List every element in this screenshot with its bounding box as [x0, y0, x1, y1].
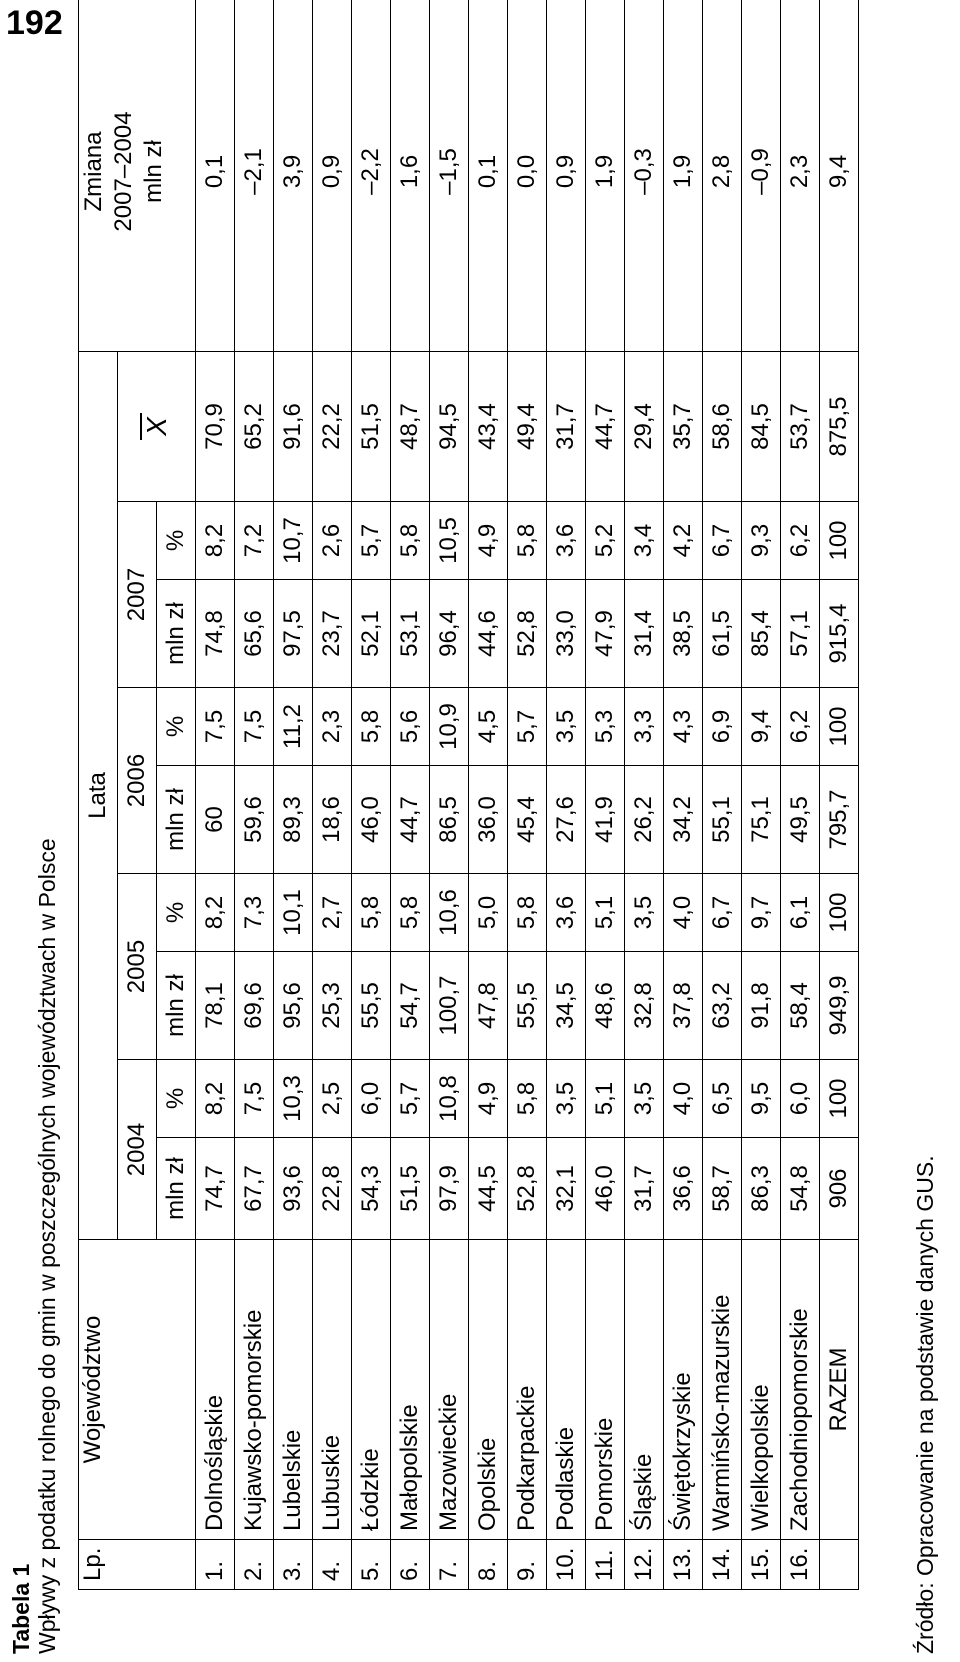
row-lp: 13. [664, 1540, 703, 1590]
mean-symbol: X [140, 413, 172, 440]
total-value: 875,5 [820, 351, 859, 501]
row-value: 49,5 [781, 766, 820, 874]
header-zmiana-line3: mln zł [140, 140, 167, 203]
table-row [781, 0, 820, 1590]
row-wojewodztwo: Lubelskie [274, 1240, 313, 1540]
row-value: 32,8 [625, 952, 664, 1060]
page-number: 192 [6, 4, 63, 42]
row-value: 45,4 [508, 766, 547, 874]
row-value: 97,9 [430, 1138, 469, 1240]
row-value: 55,5 [508, 952, 547, 1060]
row-value: 0,1 [196, 0, 235, 351]
row-value: 4,5 [469, 688, 508, 766]
row-value: 3,3 [625, 688, 664, 766]
row-lp: 9. [508, 1540, 547, 1590]
row-value: 6,2 [781, 688, 820, 766]
row-value: 6,5 [703, 1060, 742, 1138]
row-lp: 15. [742, 1540, 781, 1590]
table-row [508, 0, 547, 1590]
row-lp: 8. [469, 1540, 508, 1590]
row-value: 6,0 [781, 1060, 820, 1138]
total-lp [820, 1540, 859, 1590]
row-value: 8,2 [196, 1060, 235, 1138]
row-value: 59,6 [235, 766, 274, 874]
row-value: 26,2 [625, 766, 664, 874]
total-value: 100 [820, 1060, 859, 1138]
row-value: 48,7 [391, 351, 430, 501]
row-value: 3,9 [274, 0, 313, 351]
row-wojewodztwo: Podlaskie [547, 1240, 586, 1540]
row-value: 10,8 [430, 1060, 469, 1138]
row-value: 54,3 [352, 1138, 391, 1240]
table-row [664, 0, 703, 1590]
row-value: 60 [196, 766, 235, 874]
row-value: 7,5 [235, 688, 274, 766]
row-value: 9,5 [742, 1060, 781, 1138]
table-caption-label: Tabela 1 [8, 1563, 34, 1654]
row-value: 84,5 [742, 351, 781, 501]
header-zmiana [79, 0, 196, 351]
row-value: 1,6 [391, 0, 430, 351]
row-value: 55,1 [703, 766, 742, 874]
row-value: 65,6 [235, 580, 274, 688]
row-value: 25,3 [313, 952, 352, 1060]
header-2006-mln: mln zł [157, 766, 196, 874]
row-value: 53,1 [391, 580, 430, 688]
row-value: 7,5 [196, 688, 235, 766]
row-value: –0,3 [625, 0, 664, 351]
row-value: 8,2 [196, 502, 235, 580]
table-total-row [820, 0, 859, 1590]
row-wojewodztwo: Podkarpackie [508, 1240, 547, 1540]
row-lp: 1. [196, 1540, 235, 1590]
row-value: 10,7 [274, 502, 313, 580]
row-value: 9,4 [742, 688, 781, 766]
row-lp: 7. [430, 1540, 469, 1590]
row-value: 11,2 [274, 688, 313, 766]
header-2006-pct: % [157, 688, 196, 766]
row-value: 58,6 [703, 351, 742, 501]
row-value: 6,1 [781, 874, 820, 952]
row-value: 85,4 [742, 580, 781, 688]
row-value: 89,3 [274, 766, 313, 874]
row-value: 37,8 [664, 952, 703, 1060]
row-value: 5,3 [586, 688, 625, 766]
table-row [313, 0, 352, 1590]
row-value: 1,9 [586, 0, 625, 351]
row-value: 5,7 [352, 502, 391, 580]
row-value: 100,7 [430, 952, 469, 1060]
table-body [196, 0, 859, 1590]
row-value: –2,1 [235, 0, 274, 351]
row-value: 6,9 [703, 688, 742, 766]
row-value: 7,5 [235, 1060, 274, 1138]
row-wojewodztwo: Łódzkie [352, 1240, 391, 1540]
row-lp: 11. [586, 1540, 625, 1590]
row-value: 4,0 [664, 874, 703, 952]
row-value: 38,5 [664, 580, 703, 688]
total-value: 795,7 [820, 766, 859, 874]
row-value: 34,2 [664, 766, 703, 874]
row-value: 5,0 [469, 874, 508, 952]
row-value: 29,4 [625, 351, 664, 501]
row-value: 41,9 [586, 766, 625, 874]
row-value: 57,1 [781, 580, 820, 688]
table-row [196, 0, 235, 1590]
row-value: 33,0 [547, 580, 586, 688]
row-value: 5,1 [586, 1060, 625, 1138]
row-wojewodztwo: Pomorskie [586, 1240, 625, 1540]
row-value: 44,7 [586, 351, 625, 501]
header-2007-pct: % [157, 502, 196, 580]
row-wojewodztwo: Dolnośląskie [196, 1240, 235, 1540]
row-value: 74,7 [196, 1138, 235, 1240]
row-value: 58,4 [781, 952, 820, 1060]
header-zmiana-line2: 2007–2004 [110, 111, 137, 232]
total-value: 100 [820, 502, 859, 580]
row-value: 52,8 [508, 1138, 547, 1240]
row-value: 55,5 [352, 952, 391, 1060]
row-value: 23,7 [313, 580, 352, 688]
row-value: 44,7 [391, 766, 430, 874]
row-value: 65,2 [235, 351, 274, 501]
row-value: 3,6 [547, 502, 586, 580]
row-value: 5,2 [586, 502, 625, 580]
header-mean [118, 351, 196, 501]
row-value: 51,5 [352, 351, 391, 501]
table-header [79, 0, 196, 1590]
row-value: 46,0 [586, 1138, 625, 1240]
row-value: 47,8 [469, 952, 508, 1060]
row-wojewodztwo: Małopolskie [391, 1240, 430, 1540]
header-2007-mln: mln zł [157, 580, 196, 688]
row-value: 36,0 [469, 766, 508, 874]
total-value: 100 [820, 688, 859, 766]
row-value: 54,7 [391, 952, 430, 1060]
row-value: 96,4 [430, 580, 469, 688]
row-value: 4,3 [664, 688, 703, 766]
header-year-2006: 2006 [118, 688, 157, 874]
row-value: 2,3 [781, 0, 820, 351]
row-value: 5,8 [391, 874, 430, 952]
row-lp: 2. [235, 1540, 274, 1590]
header-lp: Lp. [79, 1540, 196, 1590]
row-value: 91,6 [274, 351, 313, 501]
source-note: Źródło: Opracowanie na podstawie danych GUS. [912, 1155, 938, 1654]
row-value: 44,5 [469, 1138, 508, 1240]
row-wojewodztwo: Lubuskie [313, 1240, 352, 1540]
row-value: 3,5 [625, 874, 664, 952]
row-value: 44,6 [469, 580, 508, 688]
table-row [274, 0, 313, 1590]
row-value: 35,7 [664, 351, 703, 501]
row-value: 75,1 [742, 766, 781, 874]
total-label: RAZEM [820, 1240, 859, 1540]
row-lp: 4. [313, 1540, 352, 1590]
row-wojewodztwo: Wielkopolskie [742, 1240, 781, 1540]
row-value: 3,5 [625, 1060, 664, 1138]
row-value: 3,6 [547, 874, 586, 952]
row-value: 9,3 [742, 502, 781, 580]
row-lp: 3. [274, 1540, 313, 1590]
table-row [586, 0, 625, 1590]
row-lp: 6. [391, 1540, 430, 1590]
row-value: 5,8 [508, 1060, 547, 1138]
row-wojewodztwo: Warmińsko-mazurskie [703, 1240, 742, 1540]
row-wojewodztwo: Śląskie [625, 1240, 664, 1540]
row-value: 78,1 [196, 952, 235, 1060]
total-value: 100 [820, 874, 859, 952]
header-lata: Lata [79, 351, 118, 1239]
row-value: 5,8 [352, 688, 391, 766]
row-value: 6,7 [703, 874, 742, 952]
table-row [625, 0, 664, 1590]
row-value: 86,5 [430, 766, 469, 874]
row-value: 5,6 [391, 688, 430, 766]
row-value: 94,5 [430, 351, 469, 501]
row-value: 34,5 [547, 952, 586, 1060]
header-year-2005: 2005 [118, 874, 157, 1060]
row-value: 5,8 [352, 874, 391, 952]
row-value: 9,7 [742, 874, 781, 952]
row-value: 7,3 [235, 874, 274, 952]
row-value: 97,5 [274, 580, 313, 688]
row-value: 93,6 [274, 1138, 313, 1240]
row-value: 2,6 [313, 502, 352, 580]
row-value: 46,0 [352, 766, 391, 874]
row-value: 70,9 [196, 351, 235, 501]
row-value: 8,2 [196, 874, 235, 952]
row-lp: 14. [703, 1540, 742, 1590]
row-value: 54,8 [781, 1138, 820, 1240]
table-row [703, 0, 742, 1590]
row-value: 0,1 [469, 0, 508, 351]
row-value: 63,2 [703, 952, 742, 1060]
row-value: 10,9 [430, 688, 469, 766]
table-row [547, 0, 586, 1590]
table-row [430, 0, 469, 1590]
row-value: 2,3 [313, 688, 352, 766]
total-value: 9,4 [820, 0, 859, 351]
row-value: 10,5 [430, 502, 469, 580]
header-year-2007: 2007 [118, 502, 157, 688]
row-value: 48,6 [586, 952, 625, 1060]
header-2005-mln: mln zł [157, 952, 196, 1060]
row-value: 5,8 [508, 874, 547, 952]
table-row [742, 0, 781, 1590]
header-zmiana-line1: Zmiana [80, 131, 107, 212]
row-value: 3,4 [625, 502, 664, 580]
row-value: 0,0 [508, 0, 547, 351]
header-2004-pct: % [157, 1060, 196, 1138]
row-value: 22,2 [313, 351, 352, 501]
row-value: 31,7 [625, 1138, 664, 1240]
row-value: 86,3 [742, 1138, 781, 1240]
row-value: 10,1 [274, 874, 313, 952]
row-lp: 5. [352, 1540, 391, 1590]
row-value: 4,9 [469, 1060, 508, 1138]
row-wojewodztwo: Zachodniopomorskie [781, 1240, 820, 1540]
row-value: 74,8 [196, 580, 235, 688]
row-value: 4,0 [664, 1060, 703, 1138]
total-value: 906 [820, 1138, 859, 1240]
revenue-table [78, 0, 859, 1590]
row-value: 2,8 [703, 0, 742, 351]
row-value: –1,5 [430, 0, 469, 351]
row-value: 0,9 [313, 0, 352, 351]
row-value: 6,7 [703, 502, 742, 580]
row-value: 6,2 [781, 502, 820, 580]
row-value: 2,7 [313, 874, 352, 952]
row-value: 58,7 [703, 1138, 742, 1240]
table-caption-title: Wpływy z podatku rolnego do gmin w poszczególnych województwach w Polsce [34, 838, 60, 1654]
row-value: 5,8 [391, 502, 430, 580]
row-lp: 16. [781, 1540, 820, 1590]
header-2005-pct: % [157, 874, 196, 952]
row-value: 27,6 [547, 766, 586, 874]
row-value: 5,1 [586, 874, 625, 952]
header-wojewodztwo: Województwo [79, 1240, 196, 1540]
total-value: 915,4 [820, 580, 859, 688]
table-row [235, 0, 274, 1590]
row-value: 51,5 [391, 1138, 430, 1240]
header-year-2004: 2004 [118, 1060, 157, 1240]
row-value: 5,7 [391, 1060, 430, 1138]
row-value: 2,5 [313, 1060, 352, 1138]
row-wojewodztwo: Opolskie [469, 1240, 508, 1540]
table-row [469, 0, 508, 1590]
row-value: 1,9 [664, 0, 703, 351]
row-value: 22,8 [313, 1138, 352, 1240]
row-value: 52,8 [508, 580, 547, 688]
row-value: 5,8 [508, 502, 547, 580]
row-value: 5,7 [508, 688, 547, 766]
row-lp: 12. [625, 1540, 664, 1590]
row-value: 95,6 [274, 952, 313, 1060]
row-value: 43,4 [469, 351, 508, 501]
row-value: 7,2 [235, 502, 274, 580]
row-value: 61,5 [703, 580, 742, 688]
row-value: 10,6 [430, 874, 469, 952]
row-value: 32,1 [547, 1138, 586, 1240]
row-value: 69,6 [235, 952, 274, 1060]
row-value: 4,9 [469, 502, 508, 580]
row-value: 49,4 [508, 351, 547, 501]
row-value: 18,6 [313, 766, 352, 874]
row-value: 10,3 [274, 1060, 313, 1138]
row-value: 6,0 [352, 1060, 391, 1138]
row-wojewodztwo: Świętokrzyskie [664, 1240, 703, 1540]
row-value: 3,5 [547, 688, 586, 766]
total-value: 949,9 [820, 952, 859, 1060]
row-value: 36,6 [664, 1138, 703, 1240]
table-row [391, 0, 430, 1590]
row-value: –2,2 [352, 0, 391, 351]
row-lp: 10. [547, 1540, 586, 1590]
row-value: 4,2 [664, 502, 703, 580]
row-wojewodztwo: Mazowieckie [430, 1240, 469, 1540]
row-value: 52,1 [352, 580, 391, 688]
row-value: 31,4 [625, 580, 664, 688]
row-value: –0,9 [742, 0, 781, 351]
row-value: 91,8 [742, 952, 781, 1060]
row-value: 31,7 [547, 351, 586, 501]
row-value: 67,7 [235, 1138, 274, 1240]
row-value: 47,9 [586, 580, 625, 688]
header-2004-mln: mln zł [157, 1138, 196, 1240]
row-value: 53,7 [781, 351, 820, 501]
table-row [352, 0, 391, 1590]
row-value: 0,9 [547, 0, 586, 351]
row-wojewodztwo: Kujawsko-pomorskie [235, 1240, 274, 1540]
row-value: 3,5 [547, 1060, 586, 1138]
